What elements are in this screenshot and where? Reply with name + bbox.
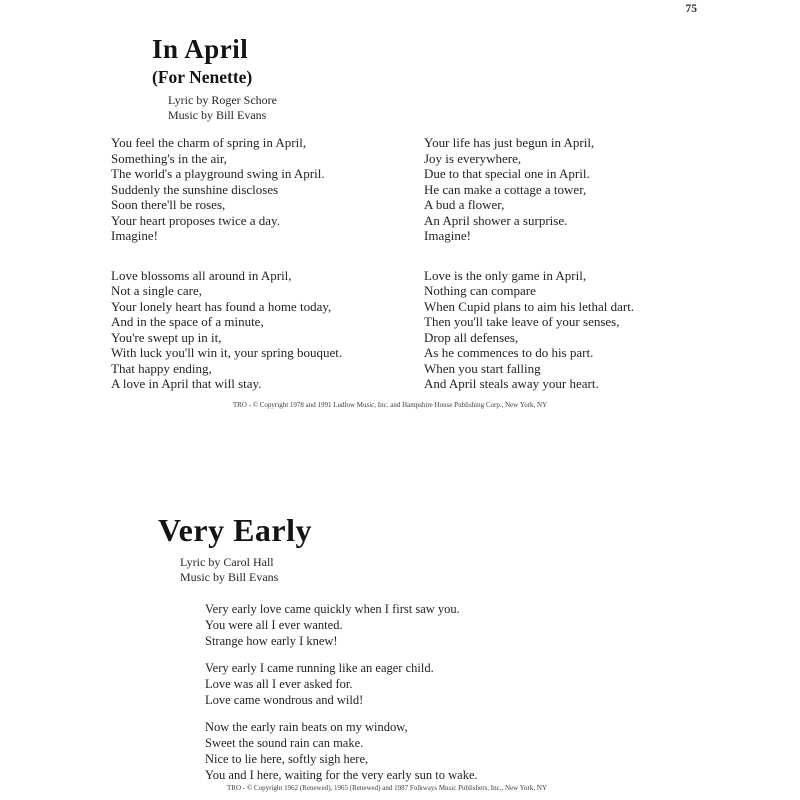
lyric-line: Then you'll take leave of your senses, [424,314,620,329]
lyric-credit: Lyric by Carol Hall [180,555,274,569]
song-credits [180,555,278,585]
lyric-line: That happy ending, [111,360,212,376]
lyric-line: As he commences to do his part. [424,345,594,360]
lyric-line: Not a single care, [111,283,202,298]
lyric-line: Strange how early I knew! [205,634,338,648]
music-credit: Music by Bill Evans [168,108,267,122]
lyric-line: Love was all I ever asked for. [205,677,353,691]
lyric-line: Nice to lie here, softly sigh here, [205,752,369,766]
song-title: In April [152,34,249,64]
lyric-line: Imagine! [111,228,158,243]
stanza [111,135,342,244]
lyric-line: Soon there'll be roses, [111,197,226,212]
lyric-line: You're swept up in it, [111,329,222,345]
music-credit: Music by Bill Evans [180,570,279,584]
lyric-line: Due to that special one in April. [424,166,590,181]
lyric-line: Your lonely heart has found a home today, [111,298,332,314]
lyric-line: Drop all defenses, [424,329,519,345]
lyric-credit: Lyric by Roger Schore [168,93,277,107]
lyric-line: Love came wondrous and wild! [205,693,364,707]
page-number: 75 [685,3,697,15]
lyric-line: Your life has just begun in April, [424,135,595,150]
lyric-line: The world's a playground swing in April. [111,166,325,181]
stanza [424,268,634,392]
lyrics-column-right [424,135,634,416]
lyric-line: Very early I came running like an eager child. [205,661,434,675]
lyric-line: A bud a flower, [424,197,505,212]
stanza [205,719,478,783]
lyric-line: Love blossoms all around in April, [111,267,292,283]
song-subtitle: (For Nenette) [152,67,253,87]
lyrics-column-left [111,135,342,416]
lyric-line: Suddenly the sunshine discloses [111,181,279,197]
stanza [205,660,478,708]
copyright-notice: TRO - © Copyright 1978 and 1991 Ludlow Music, Inc. and Hampshire House Publishing Corp., New York, NY [232,401,548,409]
lyric-line: You were all I ever wanted. [205,618,343,632]
lyric-line: And April steals away your heart. [424,376,599,391]
lyric-line: He can make a cottage a tower, [424,181,587,197]
stanza [424,135,634,244]
lyric-line: Imagine! [424,228,471,243]
song-title: Very Early [158,512,313,548]
lyric-line: A love in April that will stay. [111,376,262,391]
stanza [205,601,478,649]
lyric-line: With luck you'll win it, your spring bouquet. [111,345,343,360]
lyric-line: An April shower a surprise. [424,212,568,228]
lyric-line: Something's in the air, [111,150,227,166]
lyric-line: Love is the only game in April, [424,267,587,283]
lyric-line: When Cupid plans to aim his lethal dart. [424,298,635,314]
stanza [111,268,342,392]
lyric-line: Your heart proposes twice a day. [111,212,280,228]
lyric-line: You feel the charm of spring in April, [111,135,307,150]
lyrics-column [205,601,478,794]
lyric-line: And in the space of a minute, [111,314,264,329]
lyric-line: When you start falling [424,360,541,376]
lyric-line: Sweet the sound rain can make. [205,736,364,750]
lyric-line: Nothing can compare [424,283,536,298]
song-credits [168,93,277,123]
copyright-notice: TRO - © Copyright 1962 (Renewed), 1965 (Renewed) and 1987 Folkways Music Publishers, Inc., New York, NY [227,784,547,792]
lyric-line: Now the early rain beats on my window, [205,720,408,734]
lyric-line: You and I here, waiting for the very early sun to wake. [205,768,478,782]
lyric-line: Very early love came quickly when I first saw you. [205,602,460,616]
lyric-line: Joy is everywhere, [424,150,522,166]
